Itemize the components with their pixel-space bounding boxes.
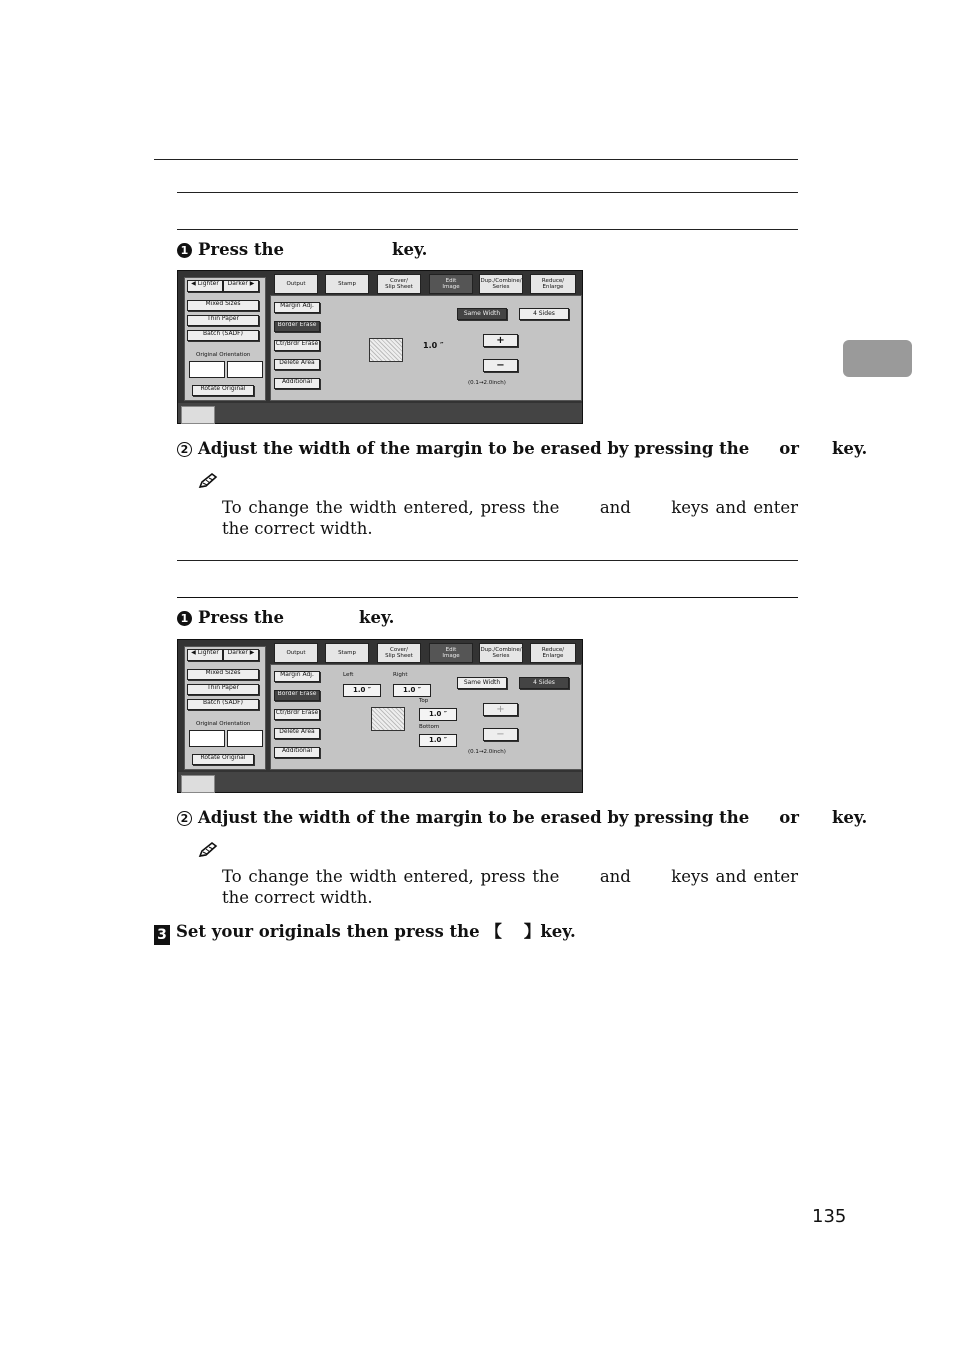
margin-adj-button[interactable]: Margin Adj.	[274, 671, 320, 682]
rotate-original-button[interactable]: Rotate Original	[192, 754, 254, 765]
tab-cover[interactable]: Cover/ Slip Sheet	[377, 274, 421, 294]
step-text-suffix: key.	[831, 439, 868, 458]
paper-preview-icon	[369, 338, 403, 362]
rotate-original-button[interactable]: Rotate Original	[192, 385, 254, 396]
step-text: Set your originals then press the	[176, 922, 480, 941]
right-label: Right	[393, 672, 408, 678]
additional-button[interactable]: Additional	[274, 378, 320, 389]
delete-area-button[interactable]: Delete Area	[274, 728, 320, 739]
main-panel	[270, 295, 582, 401]
ctr-brdr-erase-button[interactable]: Ctr/Brdr Erase	[274, 340, 320, 351]
chapter-tab	[843, 340, 912, 377]
ctr-brdr-erase-button[interactable]: Ctr/Brdr Erase	[274, 709, 320, 720]
tab-reduce-enlarge[interactable]: Reduce/ Enlarge	[530, 643, 576, 663]
top-value[interactable]: 1.0 ″	[419, 708, 457, 721]
range-label: (0.1⇝2.0inch)	[468, 380, 506, 386]
step-text-suffix: key.	[359, 608, 395, 627]
orientation-portrait-button[interactable]	[189, 730, 225, 747]
step-number: 1	[177, 611, 192, 626]
minus-button[interactable]: −	[483, 728, 518, 741]
pencil-note-icon	[198, 472, 218, 490]
thin-paper-button[interactable]: Thin Paper	[187, 684, 259, 695]
step-number: 1	[177, 243, 192, 258]
tab-output[interactable]: Output	[274, 274, 318, 294]
section2-top-rule	[177, 560, 798, 561]
page-number: 135	[812, 1206, 847, 1227]
step-text-or: or	[779, 808, 799, 827]
range-label: (0.1⇝2.0inch)	[468, 749, 506, 755]
darker-button[interactable]: Darker ▶	[223, 280, 259, 292]
minus-button[interactable]: −	[483, 359, 518, 372]
plus-button[interactable]: +	[483, 334, 518, 347]
s2-note-text: To change the width entered, press the and keys and enter the correct width.	[222, 867, 798, 907]
thin-paper-button[interactable]: Thin Paper	[187, 315, 259, 326]
s2-step1	[177, 608, 394, 627]
memory-indicator	[181, 775, 215, 793]
bottom-value[interactable]: 1.0 ″	[419, 734, 457, 747]
orientation-portrait-button[interactable]	[189, 361, 225, 378]
same-width-button[interactable]: Same Width	[457, 677, 507, 689]
section1-top-rule	[177, 192, 798, 193]
main-panel	[270, 664, 582, 770]
tab-output[interactable]: Output	[274, 643, 318, 663]
copier-screen-4-sides	[177, 639, 583, 793]
tab-dup-combine[interactable]: Dup./Combine/ Series	[479, 643, 523, 663]
four-sides-button[interactable]: 4 Sides	[519, 308, 569, 320]
margin-adj-button[interactable]: Margin Adj.	[274, 302, 320, 313]
four-sides-button[interactable]: 4 Sides	[519, 677, 569, 689]
tab-edit-image[interactable]: Edit Image	[429, 274, 473, 294]
mixed-sizes-button[interactable]: Mixed Sizes	[187, 300, 259, 311]
tab-cover[interactable]: Cover/ Slip Sheet	[377, 643, 421, 663]
step-number: 2	[177, 811, 192, 826]
memory-indicator	[181, 406, 215, 424]
paper-preview-icon	[371, 707, 405, 731]
section2-sub-rule	[177, 597, 798, 598]
tab-edit-image[interactable]: Edit Image	[429, 643, 473, 663]
width-value: 1.0 ″	[423, 341, 444, 350]
s2-step2	[177, 808, 867, 827]
bracket-close: 】	[523, 922, 541, 941]
delete-area-button[interactable]: Delete Area	[274, 359, 320, 370]
s1-note-text: To change the width entered, press the and keys and enter the correct width.	[222, 498, 798, 538]
tab-reduce-enlarge[interactable]: Reduce/ Enlarge	[530, 274, 576, 294]
orientation-landscape-button[interactable]	[227, 361, 263, 378]
status-bar	[178, 403, 582, 423]
copier-screen-same-width	[177, 270, 583, 424]
header-rule	[154, 159, 798, 160]
section1-sub-rule	[177, 229, 798, 230]
lighter-button[interactable]: ◀ Lighter	[187, 280, 223, 292]
mixed-sizes-button[interactable]: Mixed Sizes	[187, 669, 259, 680]
batch-button[interactable]: Batch (SADF)	[187, 330, 259, 341]
orientation-landscape-button[interactable]	[227, 730, 263, 747]
right-value[interactable]: 1.0 ″	[393, 684, 431, 697]
step-text-suffix: key.	[831, 808, 868, 827]
tab-stamp[interactable]: Stamp	[325, 274, 369, 294]
s1-step2	[177, 439, 867, 458]
left-value[interactable]: 1.0 ″	[343, 684, 381, 697]
step-text: Press the	[198, 608, 285, 627]
left-panel	[184, 277, 266, 401]
pencil-note-icon	[198, 841, 218, 859]
bracket-open: 【	[485, 922, 502, 941]
step-number: 3	[154, 925, 170, 945]
step3	[154, 918, 576, 945]
step-text: Adjust the width of the margin to be erased by pressing the	[198, 439, 750, 458]
border-erase-button[interactable]: Border Erase	[274, 690, 320, 701]
additional-button[interactable]: Additional	[274, 747, 320, 758]
step-text-suffix: key.	[392, 240, 428, 259]
step-text: Press the	[198, 240, 285, 259]
orientation-label: Original Orientation	[196, 721, 251, 727]
left-label: Left	[343, 672, 354, 678]
tab-dup-combine[interactable]: Dup./Combine/ Series	[479, 274, 523, 294]
lighter-button[interactable]: ◀ Lighter	[187, 649, 223, 661]
plus-button[interactable]: +	[483, 703, 518, 716]
left-panel	[184, 646, 266, 770]
orientation-label: Original Orientation	[196, 352, 251, 358]
tab-stamp[interactable]: Stamp	[325, 643, 369, 663]
status-bar	[178, 772, 582, 792]
step-text-or: or	[779, 439, 799, 458]
same-width-button[interactable]: Same Width	[457, 308, 507, 320]
batch-button[interactable]: Batch (SADF)	[187, 699, 259, 710]
top-label: Top	[419, 698, 429, 704]
bottom-label: Bottom	[419, 724, 440, 730]
s1-step1	[177, 240, 427, 259]
darker-button[interactable]: Darker ▶	[223, 649, 259, 661]
border-erase-button[interactable]: Border Erase	[274, 321, 320, 332]
step-text: Adjust the width of the margin to be erased by pressing the	[198, 808, 750, 827]
step-text-suffix: key.	[540, 922, 576, 941]
step-number: 2	[177, 442, 192, 457]
